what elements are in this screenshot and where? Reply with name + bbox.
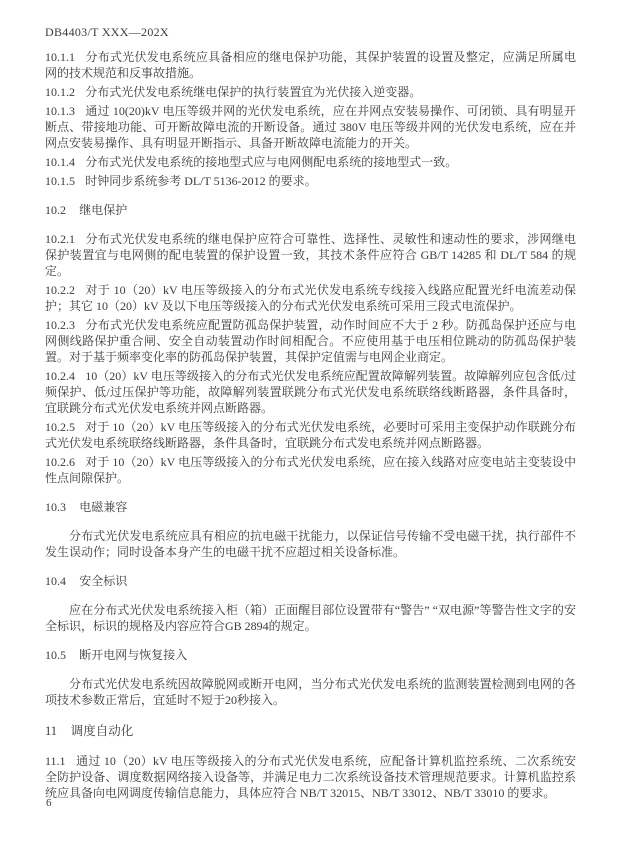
heading-number: 11 bbox=[45, 724, 58, 738]
clause-10-2-4 bbox=[45, 368, 576, 416]
document-code-header: DB4403/T XXX—202X bbox=[45, 25, 169, 39]
clause-10-1-5 bbox=[45, 173, 576, 189]
section-heading-10-4 bbox=[45, 573, 576, 589]
section-heading-10-5 bbox=[45, 647, 576, 663]
heading-title: 电磁兼容 bbox=[79, 500, 128, 514]
clause-text: 分布式光伏发电系统的接地型式应与电网侧配电系统的接地型式一致。 bbox=[85, 155, 458, 169]
clause-number: 10.1.5 bbox=[45, 174, 75, 188]
clause-number: 10.2.3 bbox=[45, 318, 75, 332]
paragraph-10-3: 分布式光伏发电系统应具有相应的抗电磁干扰能力，以保证信号传输不受电磁干扰，执行部件不发生误动作；同时设备本身产生的电磁干扰不应超过相关设备标准。 bbox=[45, 529, 576, 559]
clause-10-1-1 bbox=[45, 49, 576, 81]
heading-title: 调度自动化 bbox=[70, 724, 134, 738]
clause-10-2-3 bbox=[45, 317, 576, 365]
clause-number: 10.1.3 bbox=[45, 104, 75, 118]
clause-number: 10.1.1 bbox=[45, 50, 75, 64]
clause-text: 对于 10（20）kV 电压等级接入的分布式光伏发电系统，必要时可采用主变保护动作联跳分布式光伏发电系统联络线断路器，条件具备时，宜联跳分布式发电系统并网点断路器。 bbox=[45, 420, 576, 450]
clause-number: 10.2.2 bbox=[45, 283, 75, 297]
clause-number: 10.2.6 bbox=[45, 455, 75, 469]
clause-text: 分布式光伏发电系统应配置防孤岛保护装置，动作时间应不大于 2 秒。防孤岛保护还应与电网侧线路保护重合闸、安全自动装置动作时间相配合。不应使用基于电压相位跳动的防孤岛保护装置。对于基于频率变化率的防孤岛保护装置，其保护定值需与电网企业商定。 bbox=[45, 318, 576, 364]
clause-10-2-6 bbox=[45, 454, 576, 486]
heading-number: 10.2 bbox=[45, 203, 66, 217]
clause-10-1-3 bbox=[45, 103, 576, 151]
paragraph-10-4: 应在分布式光伏发电系统接入柜（箱）正面醒目部位设置带有“警告” “双电源”等警告性文字的安全标识，标识的规格及内容应符合GB 2894的规定。 bbox=[45, 603, 576, 633]
clause-text: 分布式光伏发电系统应具备相应的继电保护功能，其保护装置的设置及整定，应满足所属电网的技术规范和反事故措施。 bbox=[45, 50, 576, 80]
clause-text: 10（20）kV 电压等级接入的分布式光伏发电系统应配置故障解列装置。故障解列应包含低/过频保护、低/过压保护等功能，故障解列装置联跳分布式光伏发电系统联络线断路器，条件具备时，宜联跳分布式光伏发电系统并网点断路器。 bbox=[45, 369, 576, 415]
clause-number: 10.2.5 bbox=[45, 420, 75, 434]
clause-text: 分布式光伏发电系统继电保护的执行装置宜为光伏接入逆变器。 bbox=[85, 85, 422, 99]
document-content bbox=[45, 46, 576, 804]
clause-number: 10.1.2 bbox=[45, 85, 75, 99]
clause-text: 对于 10（20）kV 电压等级接入的分布式光伏发电系统专线接入线路应配置光纤电流差动保护；其它 10（20）kV 及以下电压等级接入的分布式光伏发电系统可采用三段式电流保护。 bbox=[45, 283, 576, 313]
chapter-heading-11 bbox=[45, 723, 576, 739]
clause-10-1-4 bbox=[45, 154, 576, 170]
heading-number: 10.4 bbox=[45, 574, 66, 588]
clause-10-1-2 bbox=[45, 84, 576, 100]
clause-10-2-2 bbox=[45, 282, 576, 314]
clause-number: 10.1.4 bbox=[45, 155, 75, 169]
clause-text: 对于 10（20）kV 电压等级接入的分布式光伏发电系统，应在接入线路对应变电站主变装设中性点间隙保护。 bbox=[45, 455, 576, 485]
paragraph-10-5: 分布式光伏发电系统因故障脱网或断开电网，当分布式光伏发电系统的监测装置检测到电网的各项技术参数正常后，宜延时不短于20秒接入。 bbox=[45, 677, 576, 707]
clause-10-2-5 bbox=[45, 419, 576, 451]
clause-number: 11.1 bbox=[45, 754, 66, 768]
clause-10-2-1 bbox=[45, 231, 576, 279]
clause-text: 时钟同步系统参考 DL/T 5136-2012 的要求。 bbox=[85, 174, 317, 188]
page-number: 6 bbox=[46, 797, 52, 809]
clause-11-1 bbox=[45, 753, 576, 801]
heading-number: 10.5 bbox=[45, 648, 66, 662]
heading-title: 安全标识 bbox=[79, 574, 128, 588]
clause-text: 通过 10(20)kV 电压等级并网的光伏发电系统，应在并网点安装易操作、可闭锁、具有明显开断点、带接地功能、可开断故障电流的开断设备。通过 380V 电压等级并网的光伏发电系统，应在并网点安装易操作、具有明显开断指示、具备开断故障电流能力的开关。 bbox=[45, 104, 576, 150]
clause-number: 10.2.4 bbox=[45, 369, 75, 383]
section-heading-10-2 bbox=[45, 202, 576, 218]
clause-text: 通过 10（20）kV 电压等级接入的分布式光伏发电系统，应配备计算机监控系统、二次系统安全防护设备、调度数据网络接入设备等，并满足电力二次系统设备技术管理规范要求。计算机监控系统应具备向电网调度传输信息能力，具体应符合 NB/T 32015、NB/T 33012、NB/T 33010 的要求。 bbox=[45, 754, 576, 800]
heading-title: 继电保护 bbox=[79, 203, 128, 217]
heading-number: 10.3 bbox=[45, 500, 66, 514]
clause-text: 分布式光伏发电系统的继电保护应符合可靠性、选择性、灵敏性和速动性的要求，涉网继电保护装置宜与电网侧的配电装置的保护设置一致，其技术条件应符合 GB/T 14285 和 DL/T 584 的规定。 bbox=[45, 232, 576, 278]
heading-title: 断开电网与恢复接入 bbox=[79, 648, 188, 662]
section-heading-10-3 bbox=[45, 499, 576, 515]
clause-number: 10.2.1 bbox=[45, 232, 75, 246]
